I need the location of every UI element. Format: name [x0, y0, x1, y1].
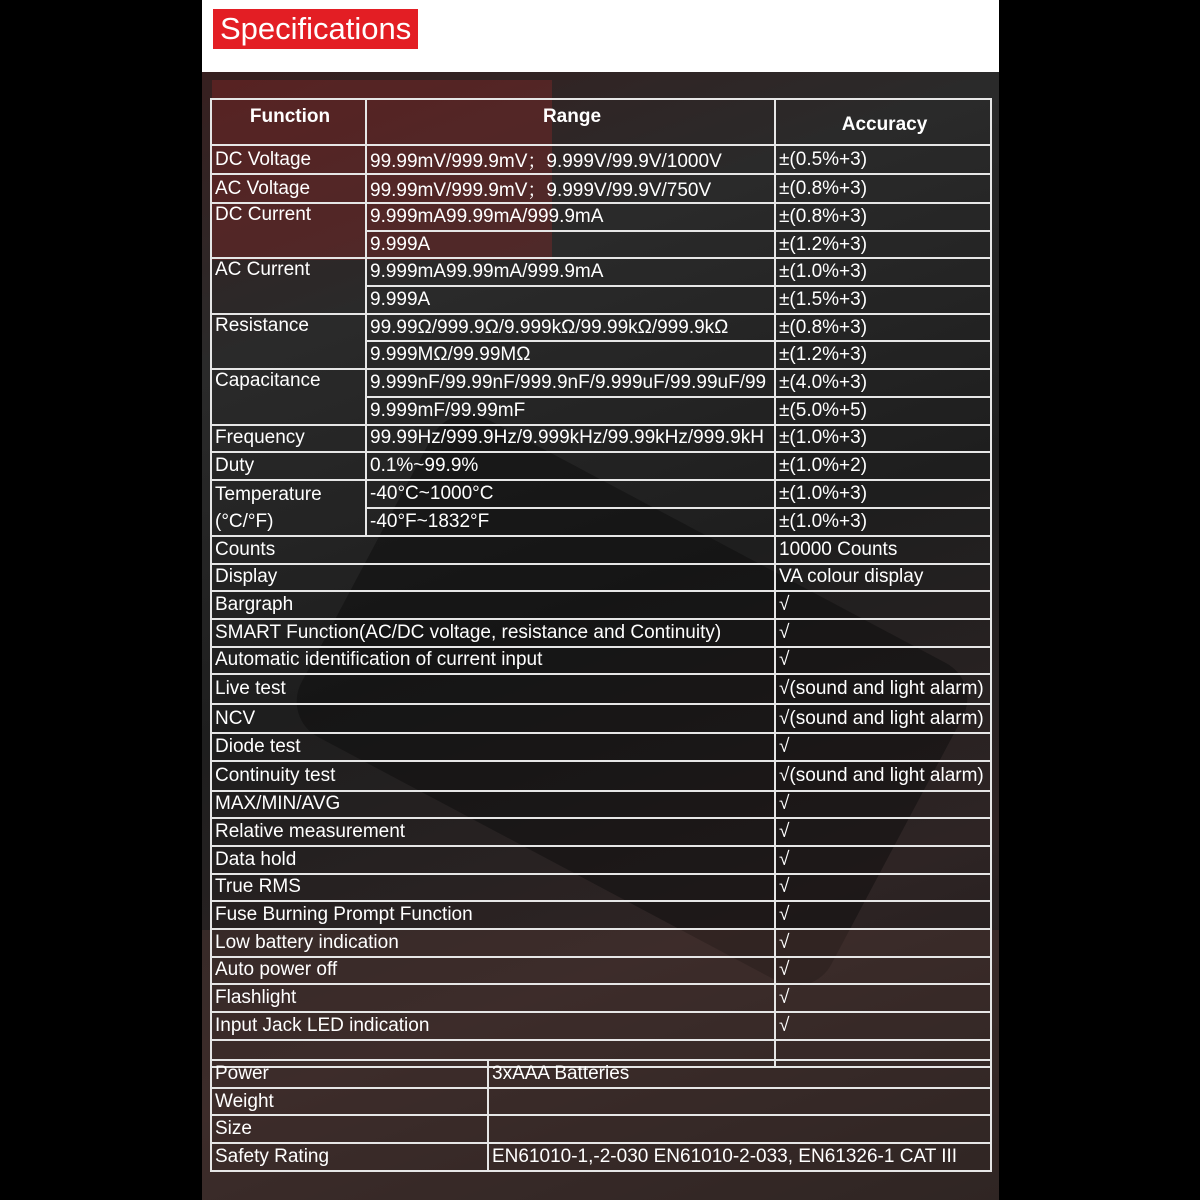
general-row	[211, 1060, 991, 1088]
feature-name-cell: Display	[211, 564, 775, 592]
feature-row	[211, 564, 991, 592]
feature-name-cell: Diode test	[211, 733, 775, 761]
accuracy-cell: ±(1.0%+2)	[775, 452, 991, 480]
range-cell: 99.99Ω/999.9Ω/9.999kΩ/99.99kΩ/999.9kΩ	[366, 314, 775, 342]
feature-row	[211, 874, 991, 902]
feature-value-cell: 10000 Counts	[775, 536, 991, 564]
table-row	[211, 145, 991, 174]
table-row	[211, 314, 991, 342]
range-cell: 99.99mV/999.9mV；9.999V/99.9V/750V	[366, 174, 775, 203]
feature-name-cell: Fuse Burning Prompt Function	[211, 901, 775, 929]
table-row	[211, 452, 991, 480]
table-row	[211, 425, 991, 453]
feature-name-cell: True RMS	[211, 874, 775, 902]
header-bar	[202, 0, 999, 72]
range-cell: -40°C~1000°C	[366, 480, 775, 508]
feature-row	[211, 536, 991, 564]
temperature-label: Temperature	[215, 483, 322, 505]
feature-value-cell: √	[775, 929, 991, 957]
range-cell: 9.999mA99.99mA/999.9mA	[366, 203, 775, 231]
feature-row	[211, 733, 991, 761]
general-name-cell: Safety Rating	[211, 1143, 488, 1171]
function-cell: Duty	[211, 452, 366, 480]
feature-row	[211, 791, 991, 819]
accuracy-cell: ±(1.0%+3)	[775, 425, 991, 453]
feature-name-cell: Auto power off	[211, 957, 775, 985]
feature-row	[211, 901, 991, 929]
header-range: Range	[366, 99, 775, 145]
feature-value-cell: √(sound and light alarm)	[775, 674, 991, 704]
table-row	[211, 480, 991, 508]
function-cell: AC Voltage	[211, 174, 366, 203]
general-value-cell	[488, 1115, 991, 1143]
feature-row	[211, 761, 991, 791]
range-cell: 99.99mV/999.9mV；9.999V/99.9V/1000V	[366, 145, 775, 174]
header-function: Function	[211, 99, 366, 145]
range-cell: 9.999nF/99.99nF/999.9nF/9.999uF/99.99uF/99	[366, 369, 775, 397]
feature-value-cell: √	[775, 846, 991, 874]
accuracy-cell: ±(1.5%+3)	[775, 286, 991, 314]
feature-row	[211, 846, 991, 874]
range-cell: 0.1%~99.9%	[366, 452, 775, 480]
function-cell-temperature	[211, 480, 366, 536]
spec-table	[210, 98, 992, 1068]
accuracy-cell: ±(4.0%+3)	[775, 369, 991, 397]
temperature-unit-label: (°C/°F)	[215, 510, 274, 532]
table-row	[211, 174, 991, 203]
range-cell: 9.999A	[366, 286, 775, 314]
feature-name-cell: Input Jack LED indication	[211, 1012, 775, 1040]
feature-name-cell: MAX/MIN/AVG	[211, 791, 775, 819]
general-table	[210, 1059, 992, 1172]
accuracy-cell: ±(1.2%+3)	[775, 341, 991, 369]
header-accuracy: Accuracy	[775, 99, 991, 145]
range-cell: 9.999mA99.99mA/999.9mA	[366, 258, 775, 286]
feature-name-cell: Relative measurement	[211, 818, 775, 846]
feature-row	[211, 647, 991, 675]
feature-value-cell: √	[775, 901, 991, 929]
general-value-cell: 3xAAA Batteries	[488, 1060, 991, 1088]
feature-value-cell: √	[775, 874, 991, 902]
function-cell: DC Current	[211, 203, 366, 258]
table-row	[211, 258, 991, 286]
accuracy-cell: ±(1.0%+3)	[775, 508, 991, 536]
feature-value-cell: √	[775, 1012, 991, 1040]
feature-row	[211, 704, 991, 734]
general-name-cell: Power	[211, 1060, 488, 1088]
general-row	[211, 1143, 991, 1171]
range-cell: -40°F~1832°F	[366, 508, 775, 536]
general-row	[211, 1088, 991, 1116]
range-cell: 9.999MΩ/99.99MΩ	[366, 341, 775, 369]
spec-panel	[202, 0, 999, 1200]
accuracy-cell: ±(0.8%+3)	[775, 314, 991, 342]
feature-name-cell: SMART Function(AC/DC voltage, resistance and Continuity)	[211, 619, 775, 647]
feature-name-cell: Data hold	[211, 846, 775, 874]
accuracy-cell: ±(0.8%+3)	[775, 203, 991, 231]
feature-value-cell: √	[775, 591, 991, 619]
feature-row	[211, 818, 991, 846]
feature-value-cell: √	[775, 791, 991, 819]
general-name-cell: Weight	[211, 1088, 488, 1116]
feature-value-cell: VA colour display	[775, 564, 991, 592]
feature-name-cell: Flashlight	[211, 984, 775, 1012]
general-value-cell	[488, 1088, 991, 1116]
feature-name-cell: Live test	[211, 674, 775, 704]
feature-value-cell: √	[775, 619, 991, 647]
accuracy-cell: ±(1.0%+3)	[775, 480, 991, 508]
function-cell: Capacitance	[211, 369, 366, 424]
feature-value-cell: √	[775, 984, 991, 1012]
feature-name-cell: Low battery indication	[211, 929, 775, 957]
general-row	[211, 1115, 991, 1143]
range-cell: 9.999mF/99.99mF	[366, 397, 775, 425]
table-row	[211, 203, 991, 231]
accuracy-cell: ±(0.8%+3)	[775, 174, 991, 203]
page-title: Specifications	[213, 9, 418, 49]
feature-name-cell: Automatic identification of current input	[211, 647, 775, 675]
feature-value-cell: √	[775, 647, 991, 675]
feature-value-cell: √	[775, 818, 991, 846]
feature-name-cell: Continuity test	[211, 761, 775, 791]
range-cell: 99.99Hz/999.9Hz/9.999kHz/99.99kHz/999.9kH	[366, 425, 775, 453]
feature-row	[211, 984, 991, 1012]
general-name-cell: Size	[211, 1115, 488, 1143]
feature-row	[211, 1012, 991, 1040]
range-cell: 9.999A	[366, 231, 775, 259]
feature-row	[211, 957, 991, 985]
table-row	[211, 369, 991, 397]
feature-name-cell: NCV	[211, 704, 775, 734]
general-value-cell: EN61010-1,-2-030 EN61010-2-033, EN61326-1 CAT III	[488, 1143, 991, 1171]
feature-name-cell: Counts	[211, 536, 775, 564]
feature-row	[211, 619, 991, 647]
function-cell: AC Current	[211, 258, 366, 313]
accuracy-cell: ±(1.0%+3)	[775, 258, 991, 286]
feature-value-cell: √	[775, 733, 991, 761]
accuracy-cell: ±(1.2%+3)	[775, 231, 991, 259]
feature-row	[211, 929, 991, 957]
accuracy-cell: ±(0.5%+3)	[775, 145, 991, 174]
accuracy-cell: ±(5.0%+5)	[775, 397, 991, 425]
feature-row	[211, 674, 991, 704]
feature-row	[211, 591, 991, 619]
feature-name-cell: Bargraph	[211, 591, 775, 619]
function-cell: Resistance	[211, 314, 366, 369]
feature-value-cell: √(sound and light alarm)	[775, 761, 991, 791]
function-cell: Frequency	[211, 425, 366, 453]
feature-value-cell: √(sound and light alarm)	[775, 704, 991, 734]
table-header-row	[211, 99, 991, 145]
feature-value-cell: √	[775, 957, 991, 985]
function-cell: DC Voltage	[211, 145, 366, 174]
